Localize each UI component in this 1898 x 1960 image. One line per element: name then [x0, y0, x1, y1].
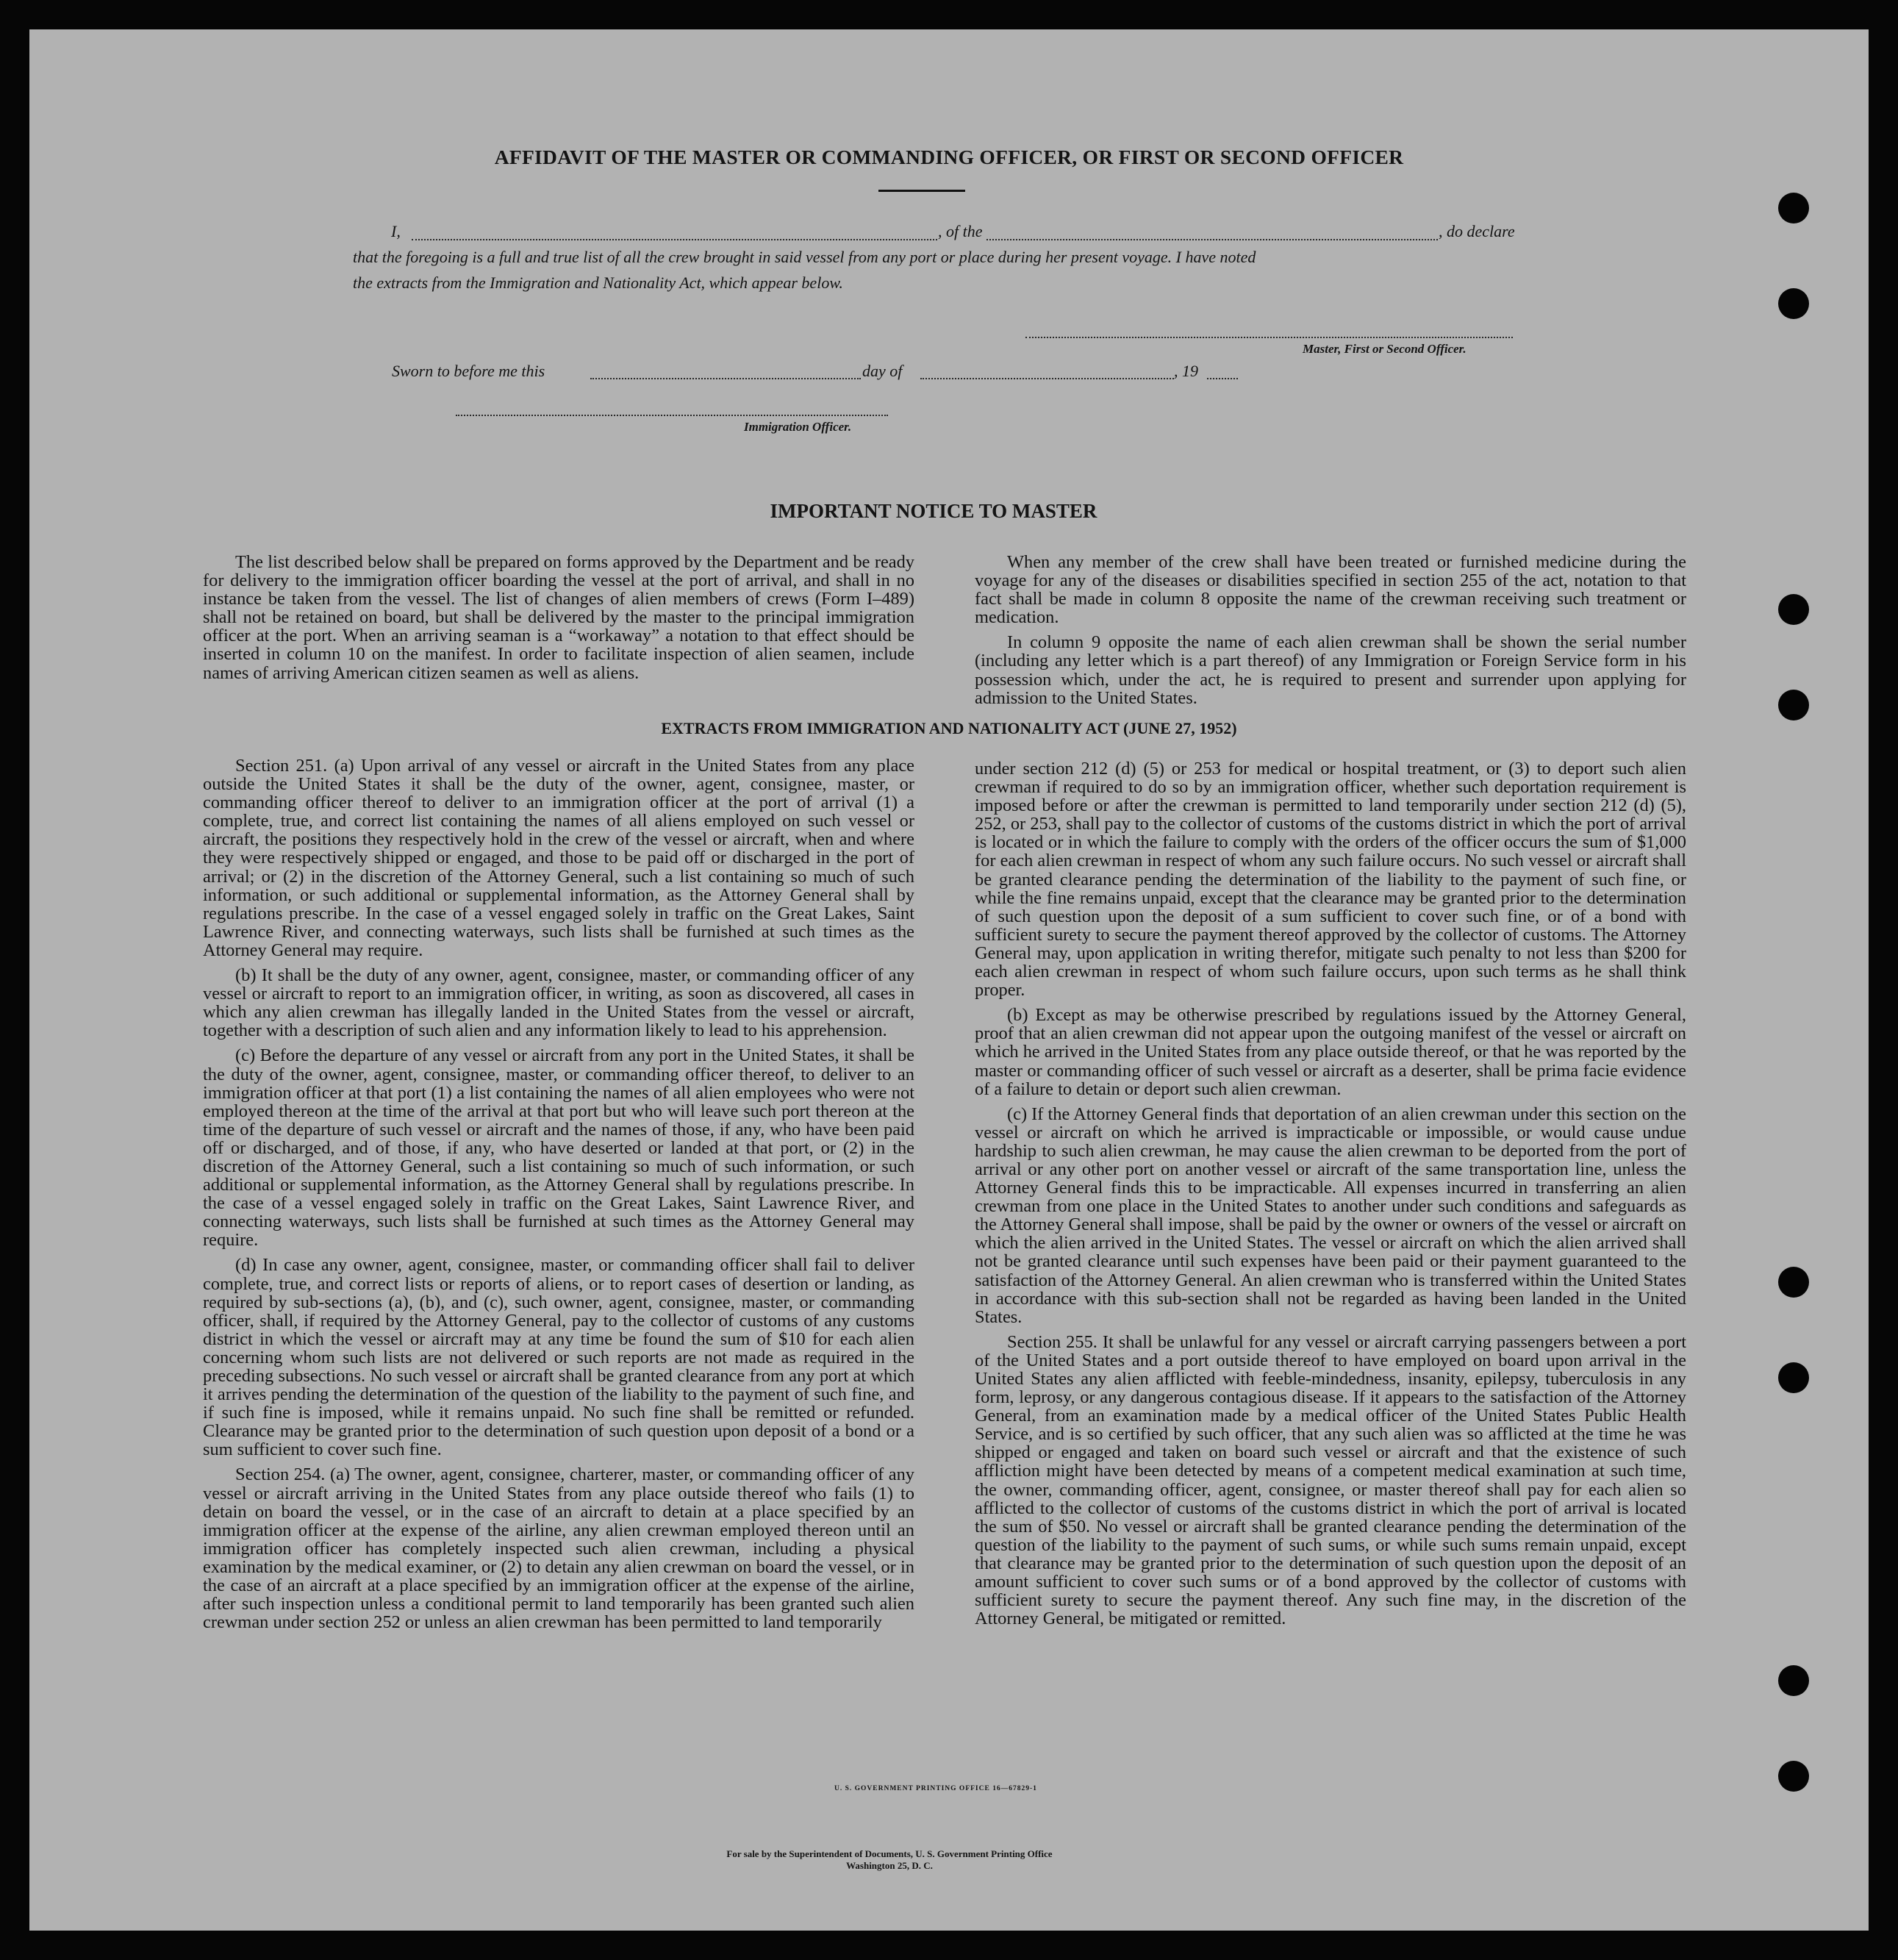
punch-hole: [1778, 1761, 1809, 1792]
title-underline: [878, 190, 965, 192]
extracts-right-column: [975, 759, 1686, 1634]
day-of-label: day of: [862, 362, 903, 380]
sworn-label: Sworn to before me this: [392, 362, 545, 380]
affidavit-statement-line1: that the foregoing is a full and true list of all the crew brought in said vessel from any port or place during her present voyage. I have noted: [353, 248, 1256, 266]
of-the-label: , of the: [938, 222, 983, 240]
notice-left-paragraph: The list described below shall be prepared on forms approved by the Department and be ready for delivery to the immigration officer boarding the vessel at the port of arrival, and shall in no instance be taken from the vessel. The list of changes of alien members of crews (Form I–489) shall not be retained on board, but shall be delivered by the master to the principal immigration officer at the port. When an arriving seaman is a “workaway” a notation to that effect should be inserted in column 10 on the manifest. In order to facilitate inspection of alien seamen, include names of arriving American citizen seamen as well as aliens.: [203, 552, 914, 683]
officer-signature-line: [1025, 337, 1513, 338]
punch-hole: [1778, 1362, 1809, 1393]
notice-title: IMPORTANT NOTICE TO MASTER: [770, 500, 1097, 522]
affidavit-statement-line2: the extracts from the Immigration and Nationality Act, which appear below.: [353, 273, 843, 292]
section-254a: Section 254. (a) The owner, agent, consignee, charterer, master, or commanding officer of any vessel or aircraft arriving in the United States from any place outside thereof who fails (1) to detain on board the vessel, or in the case of an aircraft to detain at a place specified by an immigration officer at the expense of the airline, any alien crewman employed thereon until an immigration officer has completely inspected such alien crewman, including a physical examination by the medical examiner, or (2) to detain any alien crewman on board the vessel, or in the case of an aircraft at a place specified by an immigration officer at the expense of the airline, after such inspection unless a conditional permit to land temporarily has been granted such alien crewman under section 252 or unless an alien crewman has been permitted to land temporarily: [203, 1464, 914, 1633]
notice-left-column: [203, 553, 914, 689]
immigration-officer-label: Immigration Officer.: [744, 420, 852, 434]
section-251d: (d) In case any owner, agent, consignee, master, or commanding officer shall fail to deliver complete, true, and correct lists or reports of aliens, or to report cases of desertion or landing, as required by sub-sections (a), (b), and (c), such owner, agent, consignee, master, or commanding officer, shall, if required by the Attorney General, pay to the collector of customs of any customs district in which the vessel or aircraft may at any time be found the sum of $10 for each alien concerning whom such lists are not delivered or such reports are not made as required in the preceding subsections. No such vessel or aircraft shall be granted clearance from any port at which it arrives pending the determination of the question of the liability to the payment of such fine, and if such fine is imposed, while it remains unpaid. No such fine shall be remitted or refunded. Clearance may be granted prior to the determination of such question upon deposit of a bond or a sum sufficient to cover such fine.: [203, 1255, 914, 1460]
section-251a: Section 251. (a) Upon arrival of any vessel or aircraft in the United States from any place outside the United States it shall be the duty of the owner, agent, consignee, master, or commanding officer thereof to deliver to an immigration officer at the port of arrival (1) a complete, true, and correct list containing the names of all aliens employed on such vessel or aircraft, the positions they respectively hold in the crew of the vessel or aircraft, when and where they were respectively shipped or engaged, and those to be paid off or discharged in the port of arrival; or (2) in the discretion of the Attorney General, such a list containing so much of such information, or such additional or supplemental information, as the Attorney General shall by regulations prescribe. In the case of a vessel engaged solely in traffic on the Great Lakes, Saint Lawrence River, and connecting waterways, such lists shall be furnished at such times as the Attorney General may require.: [203, 756, 914, 960]
do-declare-label: , do declare: [1439, 222, 1515, 240]
section-255: Section 255. It shall be unlawful for any vessel or aircraft carrying passengers between a port of the United States and a port outside thereof to have employed on board upon arrival in the United States any alien afflicted with feeble-mindedness, insanity, epilepsy, tuberculosis in any form, leprosy, or any dangerous contagious disease. If it appears to the satisfaction of the Attorney General, from an examination made by a medical officer of the United States Public Health Service, and is so certified by such officer, that any such alien was so afflicted at the time he was shipped or engaged and taken on board such vessel or aircraft and that the existence of such affliction might have been detected by means of a competent medical examination at such time, the owner, commanding officer, agent, consignee, or master thereof shall pay for each alien so afflicted to the collector of customs of the customs district in which the port of arrival is located the sum of $50. No vessel or aircraft shall be granted clearance pending the determination of the question of the liability to the payment of such sums, or while such sums remain unpaid, except that clearance may be granted prior to the determination of such question upon the deposit of an amount sufficient to cover such sums or of a bond approved by the collector of customs with sufficient surety to secure the payment thereof. Any such fine may, in the discretion of the Attorney General, be mitigated or remitted.: [975, 1331, 1686, 1629]
extracts-left-column: [203, 757, 914, 1638]
sale-line-1: For sale by the Superintendent of Documents, U. S. Government Printing Office: [726, 1848, 1053, 1859]
notice-right-paragraph-2: In column 9 opposite the name of each alien crewman shall be shown the serial number (including any letter which is a part thereof) of any Immigration or Foreign Service form in his possession which, under the act, he is required to present and surrender upon applying for admission to the United States.: [975, 632, 1686, 708]
affidavit-title: AFFIDAVIT OF THE MASTER OR COMMANDING OFFICER, OR FIRST OR SECOND OFFICER: [494, 146, 1404, 168]
punch-hole: [1778, 193, 1809, 223]
punch-hole: [1778, 594, 1809, 625]
notice-right-paragraph-1: When any member of the crew shall have been treated or furnished medicine during the voyage for any of the diseases or disabilities specified in section 255 of the act, notation to that fact shall be made in column 8 opposite the name of the crewman receiving such treatment or medication.: [975, 552, 1686, 628]
section-251b: (b) It shall be the duty of any owner, agent, consignee, master, or commanding officer of any vessel or aircraft to report to an immigration officer, in writing, as soon as discovered, all cases in which any alien crewman has illegally landed in the United States from the vessel or aircraft, together with a description of such alien and any information likely to lead to his apprehension.: [203, 965, 914, 1041]
officer-signature-label: Master, First or Second Officer.: [1303, 342, 1467, 356]
sale-line-2: Washington 25, D. C.: [846, 1860, 933, 1871]
punch-hole: [1778, 690, 1809, 720]
immigration-officer-signature-line: [456, 415, 888, 416]
sworn-day-line: [590, 378, 861, 379]
form-sheet: [29, 29, 1869, 1931]
vessel-name-line: [986, 239, 1438, 240]
section-254a-continued: under section 212 (d) (5) or 253 for medical or hospital treatment, or (3) to deport such alien crewman if required to do so by an immigration officer, whether such deportation requirement is imposed before or after the crewman is permitted to land temporarily under section 212 (d) (5), 252, or 253, shall pay to the collector of customs of the customs district in which the port of arrival is located or in which the failure to comply with the orders of the officer occurs the sum of $1,000 for each alien crewman in respect of whom any such failure occurs. No such vessel or aircraft shall be granted clearance pending the determination of the liability to the payment of such fine, or while the fine remains unpaid, except that the clearance may be granted prior to the determination of such question upon the deposit of a sum sufficient to cover such fine, or of a bond with sufficient surety to secure the payment thereof approved by the collector of customs. The Attorney General may, upon application in writing therefor, mitigate such penalty to not less than $200 for each alien crewman in respect of whom such failure occurs, upon such terms as he shall think proper.: [975, 759, 1686, 1001]
punch-hole: [1778, 288, 1809, 319]
officer-name-line: [412, 239, 937, 240]
sworn-month-line: [920, 378, 1174, 379]
section-254b: (b) Except as may be otherwise prescribed by regulations issued by the Attorney General, proof that an alien crewman did not appear upon the outgoing manifest of the vessel or aircraft on which he arrived in the United States from any place outside thereof, or that he was reported by the master or commanding officer of such vessel or aircraft as a deserter, shall be prima facie evidence of a failure to detain or deport such alien crewman.: [975, 1005, 1686, 1099]
extracts-title: EXTRACTS FROM IMMIGRATION AND NATIONALITY ACT (JUNE 27, 1952): [661, 719, 1237, 737]
sworn-year-line: [1207, 378, 1238, 379]
year-label: , 19: [1174, 362, 1198, 380]
i-label: I,: [391, 222, 401, 240]
punch-hole: [1778, 1267, 1809, 1298]
printing-office-line: U. S. GOVERNMENT PRINTING OFFICE 16—67829-1: [834, 1785, 1037, 1792]
section-254c: (c) If the Attorney General finds that deportation of an alien crewman under this section on the vessel or aircraft on which he arrived is impracticable or impossible, or would cause undue hardship to such alien crewman, he may cause the alien crewman to be deported from the port of arrival or any other port on another vessel or aircraft of the same transportation line, unless the Attorney General finds this to be impracticable. All expenses incurred in transferring an alien crewman from one place in the United States to another under such conditions and safeguards as the Attorney General shall impose, shall be paid by the owner or owners of the vessel or aircraft on which the alien arrived in the United States. The vessel or aircraft on which the alien arrived shall not be granted clearance until such expenses have been paid or their payment guaranteed to the satisfaction of the Attorney General. An alien crewman who is transferred within the United States in accordance with this sub-section shall not be regarded as having been landed in the United States.: [975, 1104, 1686, 1327]
punch-hole: [1778, 1665, 1809, 1696]
notice-right-column: [975, 553, 1686, 714]
section-251c: (c) Before the departure of any vessel or aircraft from any port in the United States, it shall be the duty of the owner, agent, consignee, master, or commanding officer thereof, to deliver to an immigration officer at that port (1) a list containing the names of all alien employees who were not employed thereon at the time of the arrival at that port but who will leave such port thereon at the time of the departure of such vessel or aircraft and the names of those, if any, who have been paid off or discharged, and of those, if any, who have deserted or landed at that port, or (2) in the discretion of the Attorney General, such a list containing so much of such information, or such additional or supplemental information, as the Attorney General shall by regulations prescribe. In the case of a vessel engaged solely in traffic on the Great Lakes, Saint Lawrence River, and connecting waterways, such lists shall be furnished at such times as the Attorney General may require.: [203, 1045, 914, 1251]
